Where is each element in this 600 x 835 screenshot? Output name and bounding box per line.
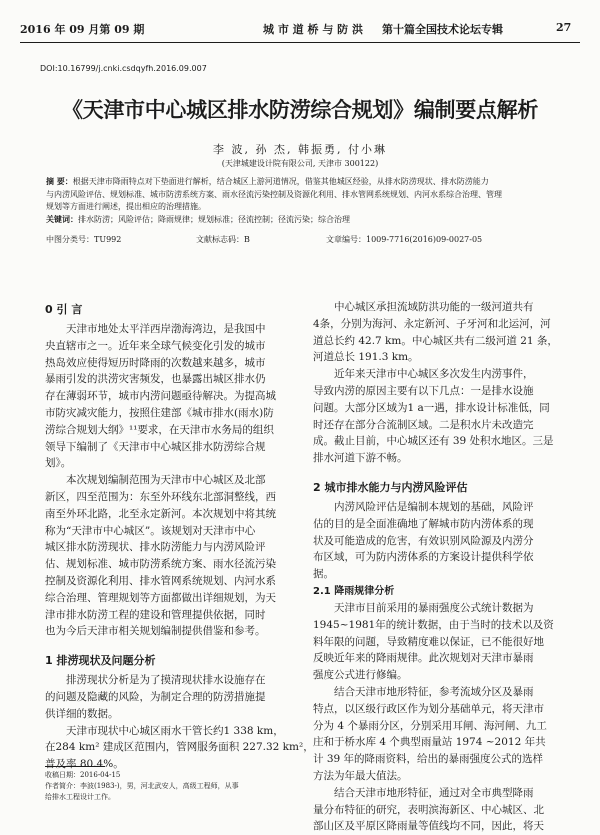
footnote-author-cont: 给排水工程设计工作。	[45, 793, 115, 801]
doi: DOI:10.16799/j.cnki.csdqyfh.2016.09.007	[40, 64, 207, 73]
keywords-label: 关键词：	[46, 214, 78, 224]
body-text-line: 本次规划编制范围为天津市中心城区及北部	[66, 474, 266, 487]
abstract-text: 根据天津市降雨特点对下垫面进行解析，结合城区上游河道情况，借鉴其他城区经验，从排水防涝现状、排水防涝能力	[72, 177, 489, 186]
journal-name: 城 市 道 桥 与 防 洪	[263, 23, 363, 36]
body-text-line: 天津市目前采用的暴雨强度公式统计数据为	[334, 601, 534, 614]
body-text-line: 南至外环北路，北至永定新河。本次规划中将其统	[45, 507, 276, 520]
body-text-line: 供详细的数据。	[45, 707, 119, 720]
body-text-line: 反映近年来的降雨规律。此次规划对天津市暴雨	[313, 652, 534, 665]
section-heading: 2 城市排水能力与内涝风险评估	[313, 480, 468, 494]
footnote-rule	[45, 766, 105, 767]
body-text-line: 近年来天津市中心城区多次发生内涝事件，	[334, 368, 534, 381]
body-text-line: 结合天津市地形特征，通过对全市典型降雨	[334, 786, 534, 799]
body-text-line: 央直辖市之一。近年来全球气候变化引发的城市	[45, 339, 266, 352]
body-text-line: 河道总长 191.3 km。	[313, 351, 419, 364]
body-text-line: 结合天津市地形特征，参考流域分区及暴雨	[334, 685, 534, 698]
body-text-line: 庄和于桥水库 4 个典型雨量站 1974 ~2012 年共	[313, 736, 546, 749]
running-header	[20, 18, 580, 38]
body-text-line: 天津市地处太平洋西岸渤海湾边，是我国中	[66, 323, 266, 335]
body-text-line: 津市排水防涝工程的建设和管理提供依据，同时	[45, 608, 266, 621]
body-text-line: 内涝风险评估是编制本规划的基础，风险评	[334, 500, 534, 513]
body-text-line: 问题。大部分区域为1 a一遇，排水设计标准低，同	[313, 401, 550, 414]
article-meta	[46, 234, 566, 246]
paragraph-gap	[313, 467, 563, 477]
body-text-line: 新区，四至范围为：东至外环线东北部洞整线，西	[45, 490, 276, 503]
abstract-line: 与内涝风险评估、规划标准、城市防涝系统方案、雨水径流污染控制及资源化利用、排水管网系统规划、内河水系综合治理、管理	[46, 189, 502, 199]
body-text-line: 计 39 年的降雨资料，给出的暴雨强度公式的选样	[313, 753, 544, 766]
body-text-line: 排涝现状分析是为了摸清现状排水设施存在	[66, 674, 266, 687]
section-heading: 1 排涝现状及问题分析	[45, 654, 156, 668]
paragraph-gap	[45, 640, 293, 650]
body-text-line: 天津市现状中心城区雨水干管长约1 338 km，	[66, 724, 284, 737]
body-text-line: 方法为年最大值法。	[313, 769, 408, 782]
paper-title: 《天津市中心城区排水防涝综合规划》编制要点解析	[61, 98, 539, 122]
body-text-line: 也为今后天津市相关规划编制提供借鉴和参考。	[45, 625, 266, 638]
body-left-column	[45, 299, 314, 773]
body-text-line: 热岛效应使得短历时降雨的次数越来越多，城市	[45, 356, 266, 369]
body-text-line: 成。截止目前，中心城区还有 39 处积水地区。三是	[313, 435, 554, 448]
body-text-line: 量分布特征的研究，表明滨海新区、中心城区、北	[313, 803, 544, 816]
body-text-line: 估的目的是全面准确地了解城市防内涝体系的现	[313, 517, 534, 530]
abstract-line: 规划等方面进行阐述，提出相应的治理措施。	[46, 202, 206, 211]
body-text-line: 1945~1981年的统计数据，由于当时的技术以及资	[313, 618, 554, 631]
body-text-line: 4条，分别为海河、永定新河、子牙河和北运河，河	[313, 317, 551, 330]
body-text-line: 道总长约 42.7 km。中心城区共有二级河道 21 条，	[313, 334, 558, 347]
body-text-line: 状及可能造成的危害，有效识别风险源及内涝分	[313, 534, 534, 547]
body-text-line: 领导下编制了《天津市中心城区排水防涝综合规	[45, 440, 266, 453]
abstract	[46, 176, 566, 226]
body-text-line: 涝综合规划大纲》¹¹要求，在天津市水务局的组织	[45, 423, 274, 436]
body-text-line: 普及率 80.4%。	[45, 758, 124, 771]
body-text-line: 控制及资源化利用、排水管网系统规划、内河水系	[45, 574, 276, 587]
article-number: 文章编号：1009-7716(2016)09-0027-05	[326, 235, 483, 244]
affiliation: (天津城建设计院有限公司, 天津市 300122)	[221, 159, 379, 168]
body-text-line: 估、规划标准、城市防涝系统方案、雨水径流污染	[45, 558, 276, 571]
subsection-heading: 2.1 降雨规律分析	[313, 585, 395, 597]
abstract-line	[46, 176, 566, 189]
body-text-line: 的问题及隐藏的风险，为制定合理的防涝措施提	[45, 690, 266, 703]
body-text-line: 导致内涝的原因主要有以下几点：一是排水设施	[313, 384, 534, 397]
body-text-line: 据。	[313, 568, 334, 581]
body-text-line: 城区排水防涝现状、排水防涝能力与内涝风险评	[45, 541, 266, 554]
body-text-line: 市防灾减灾能力，按照住建部《城市排水(雨水)防	[45, 406, 274, 419]
body-text-line: 排水河道下游不畅。	[313, 452, 408, 465]
body-text-line: 在284 km² 建成区范围内，管网服务面积 227.32 km²，	[45, 741, 314, 754]
abstract-label: 摘 要：	[46, 177, 73, 186]
issue-date: 2016 年 09 月第 09 期	[20, 23, 145, 36]
document-code: 文献标志码：B	[196, 235, 250, 244]
body-text-line: 特点，以区级行政区作为划分基础单元，将天津市	[313, 702, 544, 715]
body-text-line: 综合治理、管理规划等方面都做出详细规划，为天	[45, 591, 276, 604]
footnote	[45, 770, 295, 803]
authors: 李 波, 孙 杰, 韩振勇, 付小琳	[213, 143, 387, 156]
body-text-line: 称为“天津市中心城区”。该规划对天津市中心	[45, 524, 256, 537]
body-text-line: 强度公式进行修编。	[313, 669, 408, 682]
body-text-line: 划》。	[45, 457, 72, 470]
body-text-line: 时还存在部分合流制区域。二是积水片未改造完	[313, 418, 534, 431]
body-right-column	[313, 299, 563, 835]
footnote-received: 收稿日期：2016-04-15	[45, 771, 121, 779]
clc-number: 中图分类号：TU992	[46, 235, 122, 244]
section-heading: 0 引 言	[45, 303, 83, 316]
header-rule	[20, 42, 580, 43]
keywords-text: 排水防涝；风险评估；降雨规律；规划标准；径流控制；径流污染；综合治理	[78, 214, 350, 224]
body-text-line: 存在薄弱环节，城市内涝问题亟待解决。为提高城	[45, 390, 276, 403]
footnote-author: 作者简介：李波(1983-)，男，河北武安人，高级工程师，从事	[45, 782, 239, 790]
body-text-line: 分为 4 个暴雨分区，分别采用耳闸、海河闸、九工	[313, 719, 547, 732]
body-text-line: 暴雨引发的洪涝灾害频发，也暴露出城区排水仍	[45, 373, 266, 386]
keywords	[46, 214, 566, 227]
body-text-line: 中心城区承担流域防洪功能的一级河道共有	[334, 301, 534, 313]
body-text-line: 部山区及平原区降雨量等值线均不同，因此，将天	[313, 820, 544, 833]
page-number: 27	[556, 21, 572, 34]
body-text-line: 料年限的问题，导致精度难以保证，已不能很好地	[313, 635, 544, 648]
body-text-line: 布区域，可为防内涝体系的方案设计提供科学依	[313, 551, 534, 564]
special-issue: 第十篇全国技术论坛专辑	[382, 23, 503, 36]
